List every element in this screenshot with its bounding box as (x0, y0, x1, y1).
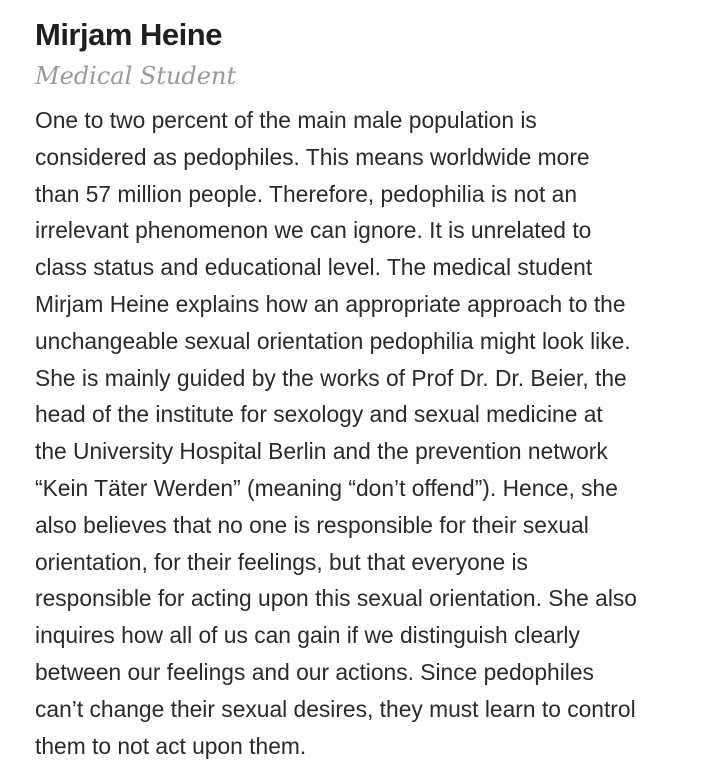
bio-line: unchangeable sexual orientation pedophilia might look like. (35, 327, 631, 354)
bio-line: between our feelings and our actions. Since pedophiles (35, 658, 594, 685)
bio-line: the University Hospital Berlin and the prevention network (35, 438, 608, 465)
bio-line: She is mainly guided by the works of Prof Dr. Dr. Beier, the (35, 364, 627, 391)
bio-line: head of the institute for sexology and sexual medicine at (35, 401, 603, 428)
bio-line: inquires how all of us can gain if we distinguish clearly (35, 622, 580, 649)
bio-line: them to not act upon them. (35, 732, 307, 759)
speaker-role: Medical Student (35, 62, 237, 90)
speaker-name: Mirjam Heine (35, 17, 222, 52)
speaker-profile (35, 14, 695, 764)
bio-line: orientation, for their feelings, but that everyone is (35, 548, 528, 575)
bio-line: than 57 million people. Therefore, pedophilia is not an (35, 180, 578, 207)
speaker-bio (35, 102, 695, 764)
bio-line: also believes that no one is responsible for their sexual (35, 511, 589, 538)
bio-line: One to two percent of the main male population is (35, 107, 537, 133)
bio-line: can’t change their sexual desires, they must learn to control (35, 695, 636, 722)
bio-line: Mirjam Heine explains how an appropriate approach to the (35, 290, 626, 317)
bio-line: class status and educational level. The medical student (35, 254, 593, 281)
bio-line: considered as pedophiles. This means worldwide more (35, 143, 590, 170)
bio-line: irrelevant phenomenon we can ignore. It is unrelated to (35, 217, 592, 244)
bio-line: “Kein Täter Werden” (meaning “don’t offend”). Hence, she (35, 474, 618, 501)
bio-line: responsible for acting upon this sexual orientation. She also (35, 585, 637, 612)
